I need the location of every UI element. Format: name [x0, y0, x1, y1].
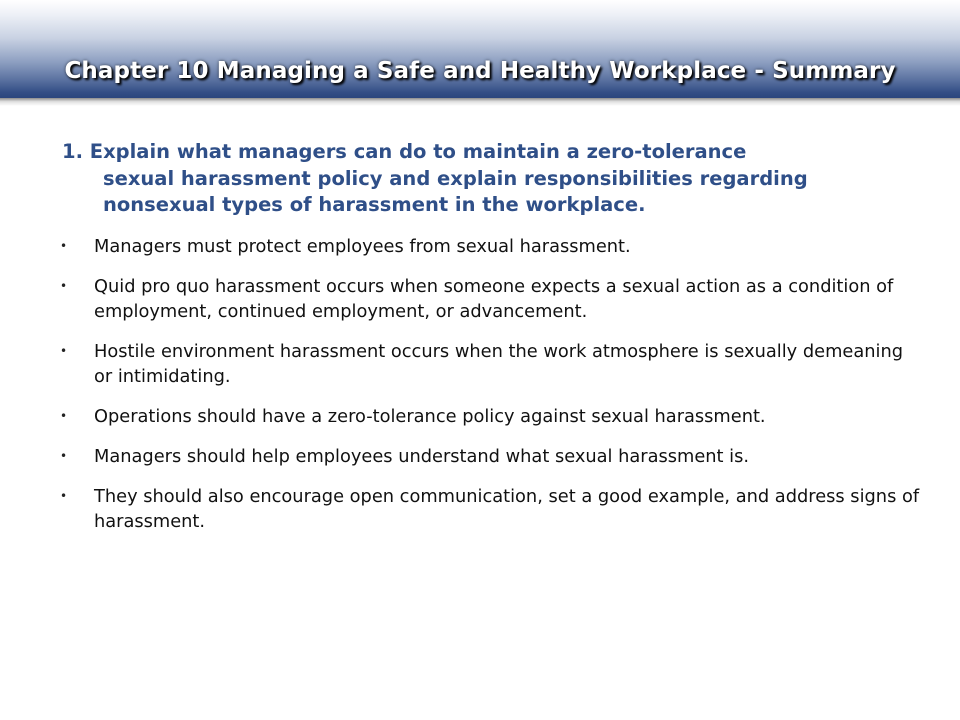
- bullet-text: Managers must protect employees from sexual harassment.: [94, 236, 631, 257]
- header-shadow: [0, 98, 960, 106]
- bullet-item: [60, 404, 920, 429]
- bullet-dot-icon: •: [60, 489, 68, 503]
- bullet-text: Managers should help employees understand what sexual harassment is.: [94, 446, 750, 467]
- bullet-text: Operations should have a zero-tolerance policy against sexual harassment.: [94, 406, 766, 427]
- objective-line-2: sexual harassment policy and explain responsibilities regarding: [103, 166, 808, 190]
- bullet-item: [60, 444, 920, 469]
- bullet-dot-icon: •: [60, 239, 68, 253]
- objective-line-1: 1. Explain what managers can do to maintain a zero-tolerance: [62, 140, 747, 163]
- bullet-dot-icon: •: [60, 449, 68, 463]
- bullet-text: Quid pro quo harassment occurs when someone expects a sexual action as a condition of employment, continued employment, or advancement.: [94, 276, 894, 322]
- slide-title: Chapter 10 Managing a Safe and Healthy Workplace - Summary: [64, 58, 896, 84]
- bullet-item: [60, 234, 920, 259]
- bullet-text: They should also encourage open communication, set a good example, and address signs of harassment.: [94, 486, 920, 532]
- bullet-item: [60, 339, 920, 389]
- bullet-item: [60, 274, 920, 324]
- bullet-dot-icon: •: [60, 344, 68, 358]
- bullet-item: [60, 484, 920, 534]
- bullet-list: [60, 234, 920, 549]
- bullet-dot-icon: •: [60, 409, 68, 423]
- bullet-text: Hostile environment harassment occurs when the work atmosphere is sexually demeaning or intimidating.: [94, 341, 904, 387]
- objective-heading: [62, 139, 842, 219]
- bullet-dot-icon: •: [60, 279, 68, 293]
- objective-line-3: nonsexual types of harassment in the workplace.: [103, 193, 646, 216]
